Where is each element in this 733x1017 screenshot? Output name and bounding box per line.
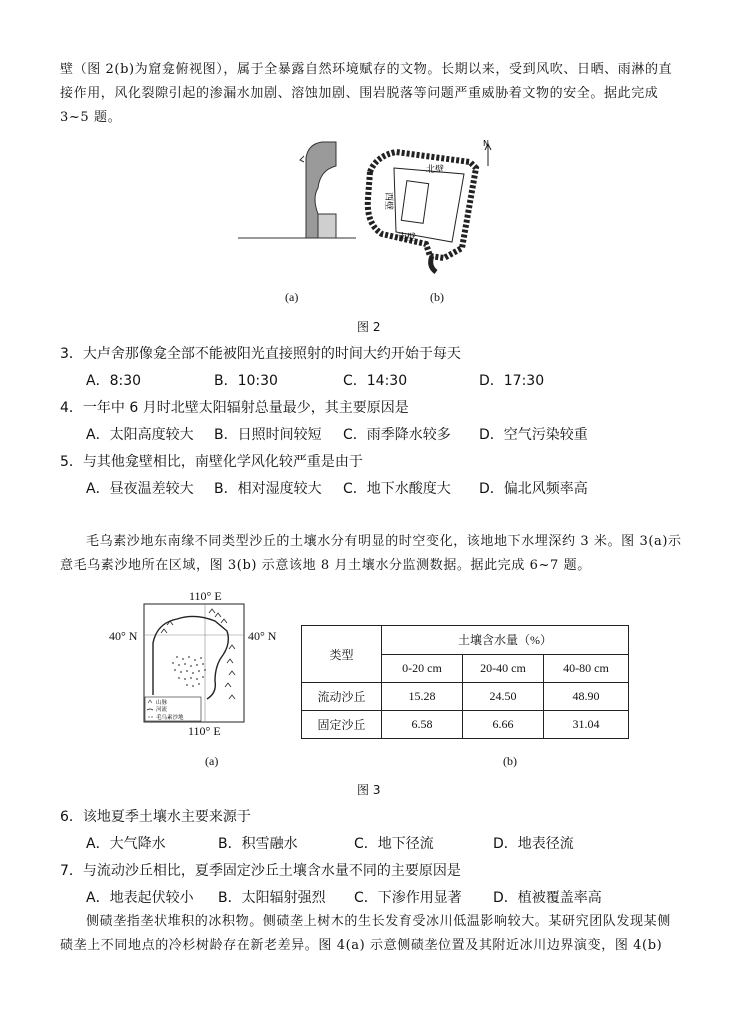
header-depth-40-80: 40-80 cm	[544, 654, 629, 683]
table-header-row	[302, 626, 629, 655]
q3-option-b: B．10:30	[214, 373, 278, 389]
q3-option-c: C．14:30	[343, 373, 408, 389]
map-lat-right: 40° N	[248, 629, 277, 643]
question-5-options	[86, 478, 686, 500]
table-row	[302, 711, 629, 739]
question-7-options	[86, 887, 686, 909]
cell-value: 31.04	[544, 711, 629, 739]
cell-value: 6.58	[382, 711, 463, 739]
question-4-options	[86, 424, 686, 446]
figure-2-caption: 图 2	[357, 320, 381, 334]
map-lon-top: 110° E	[189, 589, 222, 603]
cell-value: 48.90	[544, 683, 629, 711]
q5-option-d: D．偏北风频率高	[479, 481, 588, 497]
question-3-options	[86, 370, 686, 392]
q4-option-a: A．太阳高度较大	[86, 427, 194, 443]
q5-option-a: A．昼夜温差较大	[86, 481, 194, 497]
intro-paragraph: 壁（图 2(b)为窟龛俯视图），属于全暴露自然环境赋存的文物。长期以来，受到风吹、日晒、雨淋的直接作用，风化裂隙引起的渗漏水加剧、溶蚀加剧、围岩脱落等问题严重威胁着文物的安全。据此完成 3~5 题。	[60, 62, 673, 125]
question-6: 6．该地夏季土壤水主要来源于	[60, 809, 251, 825]
map-lon-bottom: 110° E	[188, 724, 221, 738]
header-type: 类型	[302, 626, 382, 683]
header-soil-moisture: 土壤含水量（%）	[382, 626, 629, 655]
q7-option-a: A．地表起伏较小	[86, 890, 194, 906]
legend-sandland: 毛乌素沙地	[156, 715, 184, 721]
figure-2-plan-view	[356, 138, 496, 278]
soil-moisture-table	[301, 625, 629, 739]
q7-option-b: B．太阳辐射强烈	[218, 890, 326, 906]
mu-us-paragraph: 毛乌素沙地东南缘不同类型沙丘的土壤水分有明显的时空变化，该地地下水埋深约 3 米。图 3(a)示意毛乌素沙地所在区域，图 3(b) 示意该地 8 月土壤水分监测数据。据此完成 6~7 题。	[60, 534, 682, 573]
q7-option-c: C．下渗作用显著	[354, 890, 462, 906]
header-depth-20-40: 20-40 cm	[463, 654, 544, 683]
cell-value: 15.28	[382, 683, 463, 711]
figure-3a-map	[143, 603, 245, 723]
row-type: 固定沙丘	[302, 711, 382, 739]
q7-option-d: D．植被覆盖率高	[493, 890, 602, 906]
figure-2a-label: (a)	[285, 290, 299, 304]
row-type: 流动沙丘	[302, 683, 382, 711]
figure-3a-label: (a)	[205, 754, 219, 768]
label-west-wall: 西壁	[383, 192, 393, 211]
legend-mountain: 山脉	[156, 700, 168, 706]
q5-option-b: B．相对湿度较大	[214, 481, 322, 497]
question-6-options	[86, 833, 686, 855]
question-3: 3．大卢舍那像龛全部不能被阳光直接照射的时间大约开始于每天	[60, 346, 461, 362]
q4-option-d: D．空气污染较重	[479, 427, 588, 443]
legend-river: 河流	[156, 707, 168, 713]
question-4: 4．一年中 6 月时北壁太阳辐射总量最少，其主要原因是	[60, 400, 409, 416]
question-7: 7．与流动沙丘相比，夏季固定沙丘土壤含水量不同的主要原因是	[60, 863, 461, 879]
q5-option-c: C．地下水酸度大	[343, 481, 451, 497]
figure-3-caption: 图 3	[357, 783, 381, 797]
table-row	[302, 683, 629, 711]
q6-option-a: A．大气降水	[86, 836, 166, 852]
q6-option-b: B．积雪融水	[218, 836, 298, 852]
q4-option-c: C．雨季降水较多	[343, 427, 451, 443]
header-depth-0-20: 0-20 cm	[382, 654, 463, 683]
label-south-wall: 南壁	[398, 233, 417, 243]
q4-option-b: B．日照时间较短	[214, 427, 322, 443]
cell-value: 24.50	[463, 683, 544, 711]
figure-2b-label: (b)	[430, 290, 444, 304]
q3-option-a: A．8:30	[86, 373, 142, 389]
question-5: 5．与其他龛壁相比，南壁化学风化较严重是由于	[60, 454, 363, 470]
q3-option-d: D．17:30	[479, 373, 545, 389]
figure-3b-label: (b)	[503, 754, 517, 768]
map-lat-left: 40° N	[109, 629, 138, 643]
q6-option-c: C．地下径流	[354, 836, 434, 852]
figure-2-cross-section	[238, 138, 368, 243]
q6-option-d: D．地表径流	[493, 836, 574, 852]
label-north-wall: 北壁	[426, 165, 445, 175]
north-label: N	[483, 139, 489, 148]
moraine-paragraph: 侧碛垄指垄状堆积的冰积物。侧碛垄上树木的生长发育受冰川低温影响较大。某研究团队发现某侧碛垄上不同地点的冷杉树龄存在新老差异。图 4(a) 示意侧碛垄位置及其附近冰川边界演变，图 4(b)	[60, 914, 671, 953]
cell-value: 6.66	[463, 711, 544, 739]
